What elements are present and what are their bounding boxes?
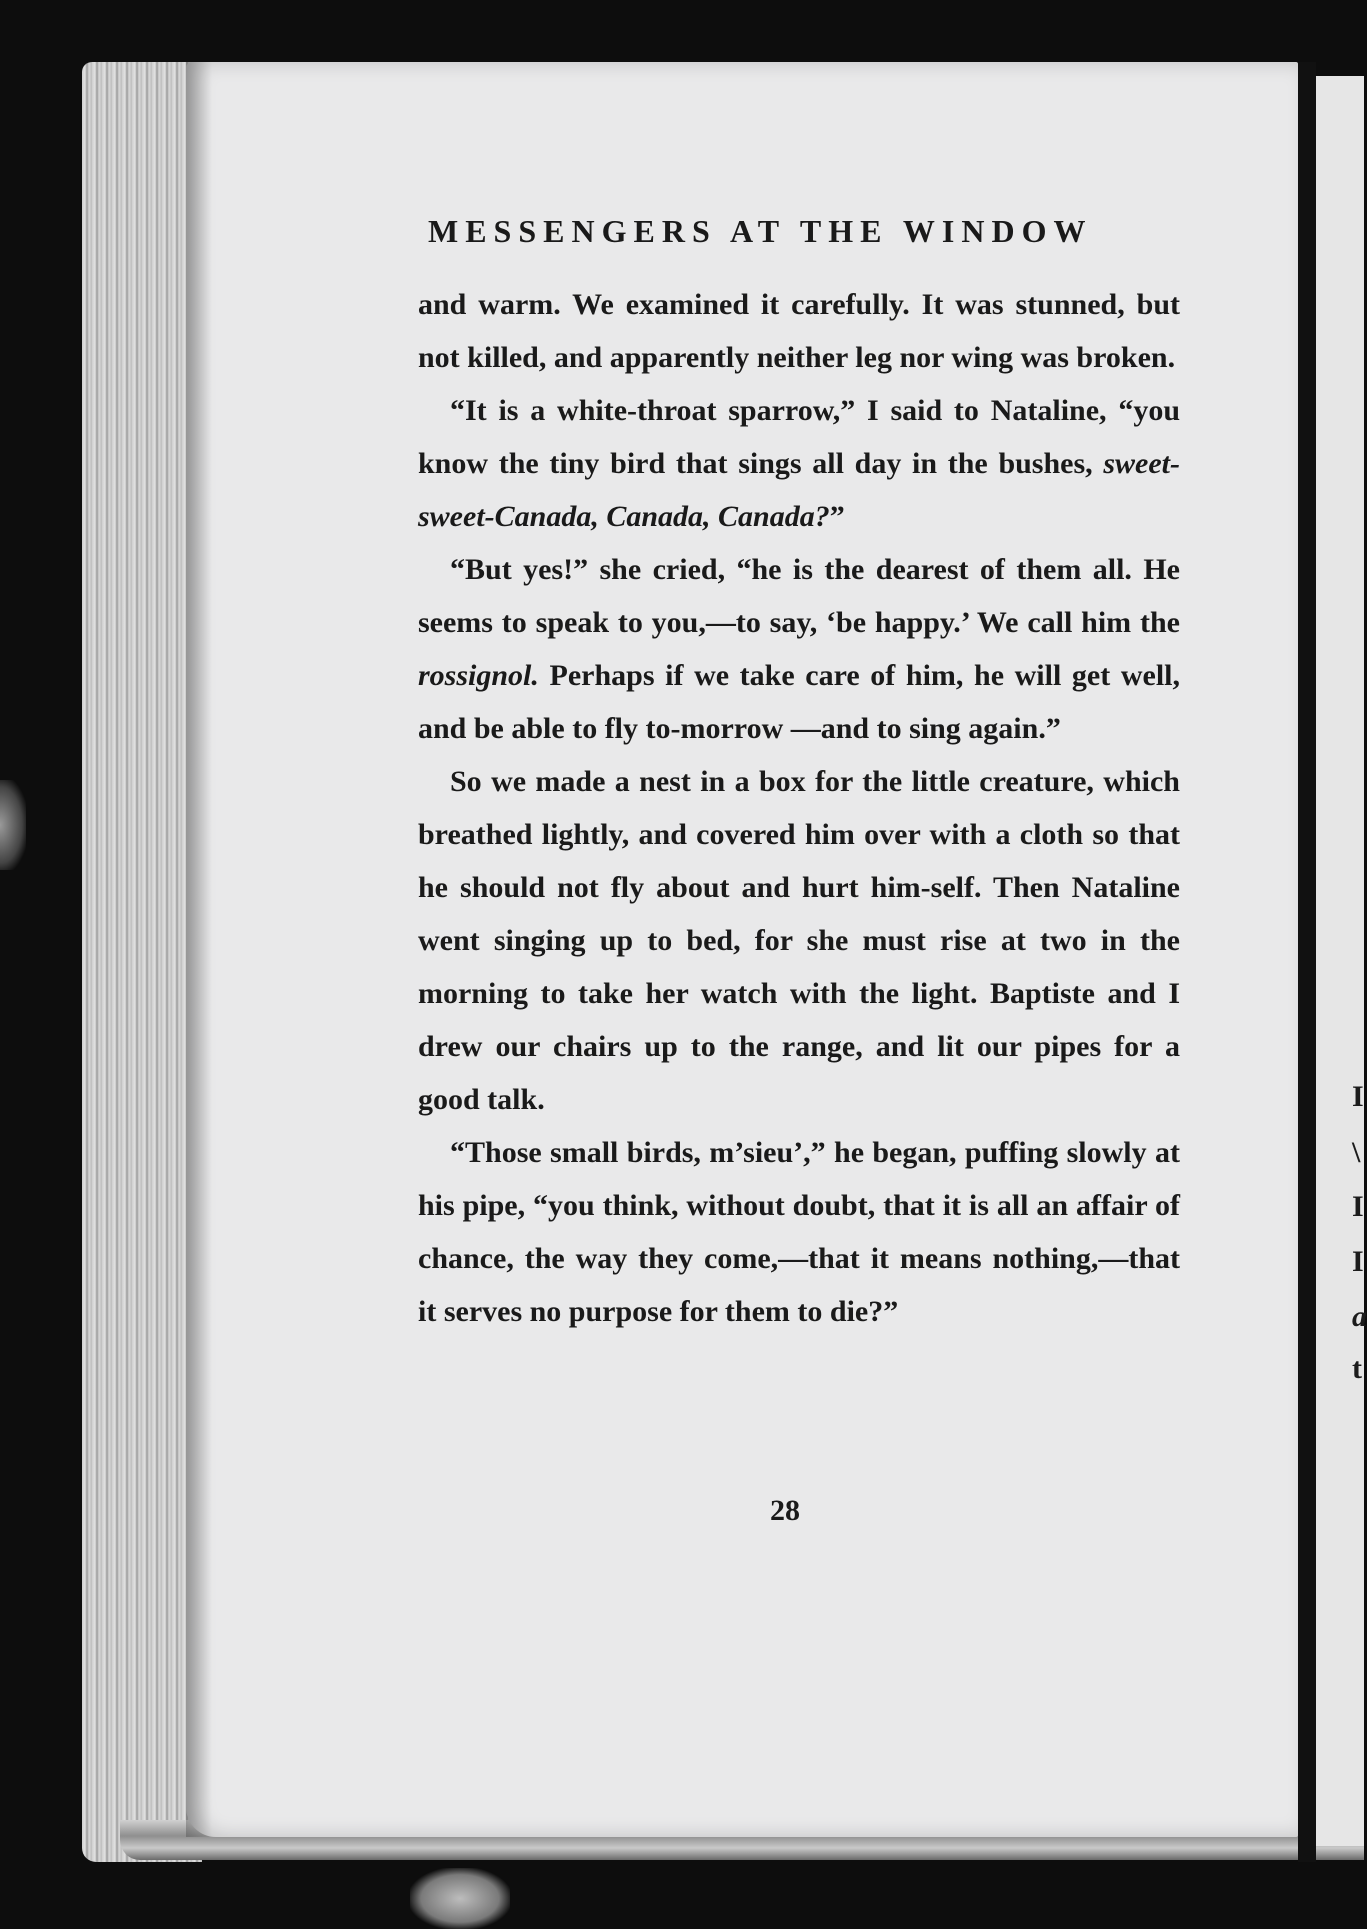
paragraph [418, 543, 1180, 755]
text-run: “But yes!” she cried, “he is the dearest of them all. He seems to speak to you,—to say, ‘be happy.’ We call him the [418, 553, 1180, 639]
stacked-page-edges [82, 62, 202, 1862]
facing-page-strip [1316, 76, 1364, 1846]
facing-page-letter: I [1352, 1080, 1364, 1113]
facing-page-letter: I [1352, 1245, 1364, 1278]
text-run: “It is a white-throat sparrow,” I said to Nataline, “you know the tiny bird that sings all day in the bushes, [418, 394, 1180, 480]
text-run: ” [829, 500, 845, 533]
italic-phrase: rossignol. [418, 659, 539, 692]
facing-page-letter: I [1352, 1190, 1364, 1223]
italic-phrase: sweet-sweet-Canada, Canada, Canada? [418, 447, 1180, 533]
scan-smudge [410, 1868, 510, 1929]
text-run: “Those small birds, m’sieu’,” he began, puffing slowly at his pipe, “you think, without doubt, that it is all an affair of chance, the way they come,—that it means nothing,—that it serves no purpose for them to die?” [418, 1136, 1180, 1328]
scan-clip-mark [0, 780, 26, 870]
text-run: So we made a nest in a box for the little creature, which breathed lightly, and covered him over with a cloth so that he should not fly about and hurt him-self. Then Nataline went singing up to bed, for she must rise at two in the morning to take her watch with the light. Baptiste and I drew our chairs up to the range, and lit our pipes for a good talk. [418, 765, 1180, 1116]
gutter-gap [1298, 62, 1316, 1862]
running-head: MESSENGERS AT THE WINDOW [428, 213, 1093, 249]
spine-shadow [186, 62, 212, 1837]
body-text [418, 278, 1180, 1338]
paragraph [418, 1126, 1180, 1338]
paragraph [418, 278, 1180, 384]
text-run: and warm. We examined it carefully. It was stunned, but not killed, and apparently neither leg nor wing was broken. [418, 288, 1180, 374]
facing-page-letter: t [1352, 1352, 1362, 1385]
text-run: Perhaps if we take care of him, he will get well, and be able to fly to-morrow —and to sing again.” [418, 659, 1180, 745]
page-number: 28 [770, 1494, 800, 1527]
facing-page-letter: a [1352, 1300, 1367, 1333]
paragraph [418, 384, 1180, 543]
facing-page-letter: \ [1352, 1136, 1361, 1169]
paragraph [418, 755, 1180, 1126]
